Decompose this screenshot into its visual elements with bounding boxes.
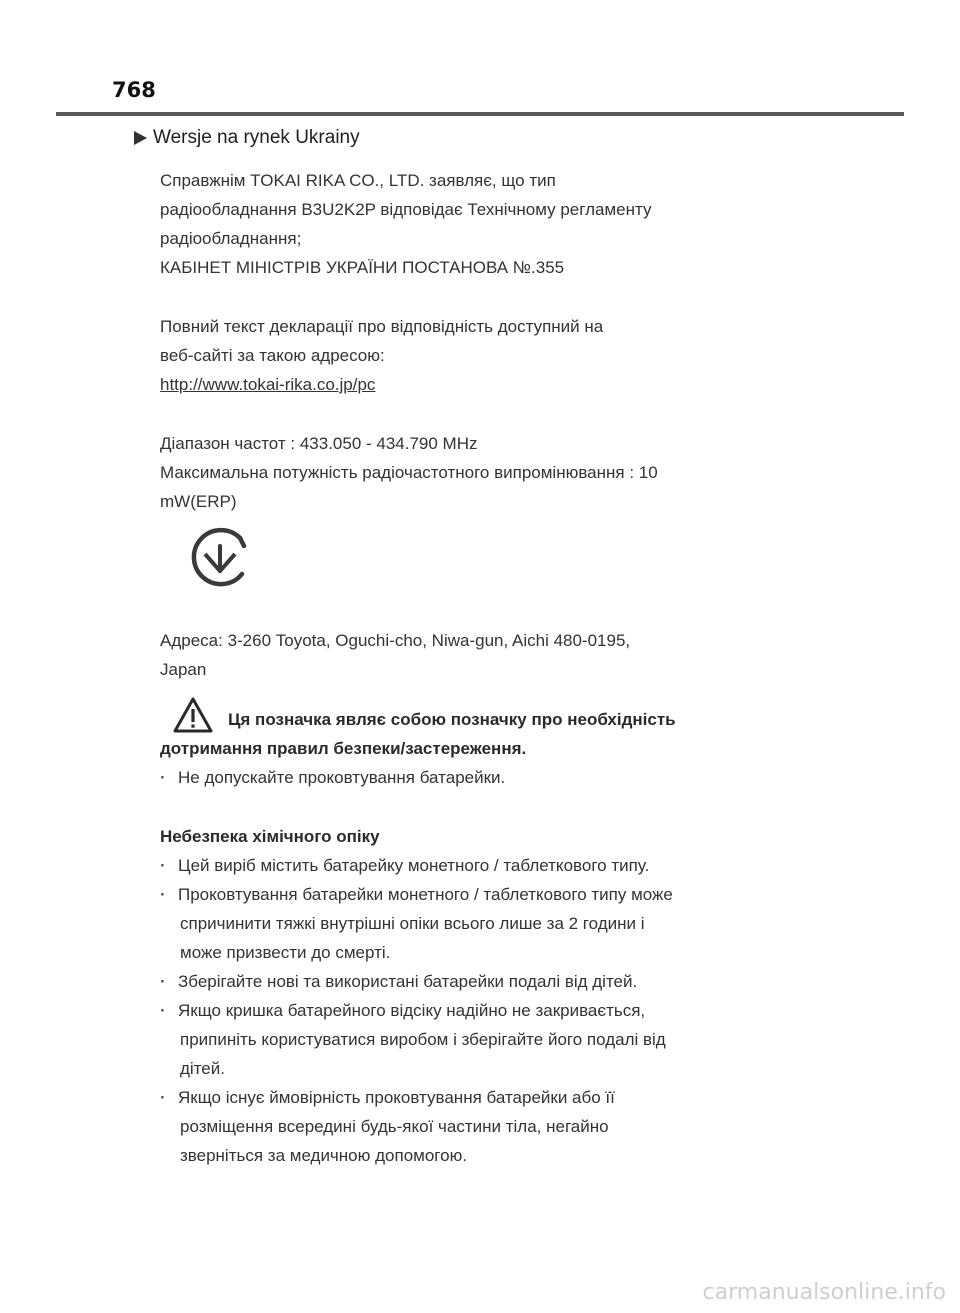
full-text-block [160,312,752,399]
warning-triangle-icon [172,696,214,734]
list-item: · Проковтування батарейки монетного / таблеткового типу може спричинити тяжкі внутрішні опіки всього лише за 2 години і може призвести до смерті. [160,880,752,967]
watermark: carmanualsonline.info [702,1280,946,1305]
declaration-block [160,166,752,282]
declaration-line: радіообладнання; [160,229,302,248]
declaration-line: радіообладнання B3U2K2P відповідає Технічному регламенту [160,200,652,219]
frequency-range: Діапазон частот : 433.050 - 434.790 MHz [160,434,478,453]
chemical-burn-heading: Небезпека хімічного опіку [160,827,380,846]
warning-block [160,696,752,792]
list-item: · Зберігайте нові та використані батарейки подалі від дітей. [160,967,752,996]
list-item: · Якщо кришка батарейного відсіку надійно не закривається, припиніть користуватися виробом і зберігайте його подалі від дітей. [160,996,752,1083]
list-item: · Якщо існує ймовірність проковтування батарейки або її розміщення всередині будь-якої частини тіла, негайно зверніться за медичною допомогою. [160,1083,752,1170]
chemical-burn-list [160,851,752,1170]
declaration-line: Справжнім TOKAI RIKA CO., LTD. заявляє, що тип [160,171,556,190]
ukrainian-conformity-mark-icon [186,524,254,592]
triangle-right-icon [134,131,147,145]
max-power-line: Максимальна потужність радіочастотного випромінювання : 10 [160,463,658,482]
declaration-line: КАБІНЕТ МІНІСТРІВ УКРАЇНИ ПОСТАНОВА №.355 [160,258,565,277]
specs-block [160,429,752,516]
warning-list [160,763,752,792]
list-item: · Не допускайте проковтування батарейки. [160,763,752,792]
page-number: 768 [112,78,156,102]
address-block [160,626,752,684]
max-power-line: mW(ERP) [160,492,237,511]
section-heading-text: Wersje na rynek Ukrainy [153,127,360,148]
warning-title-line: Ця позначка являє собою позначку про необхідність [228,710,676,729]
chemical-burn-block [160,822,752,1170]
warning-title-line: дотримання правил безпеки/застереження. [160,739,527,758]
certification-mark [160,524,752,624]
full-text-line: веб-сайті за такою адресою: [160,346,385,365]
address-line: Адреса: 3-260 Toyota, Oguchi-cho, Niwa-gun, Aichi 480-0195, [160,631,631,650]
list-item: · Цей виріб містить батарейку монетного / таблеткового типу. [160,851,752,880]
page-content [160,166,752,1170]
header-rule [56,112,904,116]
declaration-url-link[interactable]: http://www.tokai-rika.co.jp/pc [160,375,376,394]
section-heading [134,127,360,149]
full-text-line: Повний текст декларації про відповідність доступний на [160,317,604,336]
address-line: Japan [160,660,207,679]
